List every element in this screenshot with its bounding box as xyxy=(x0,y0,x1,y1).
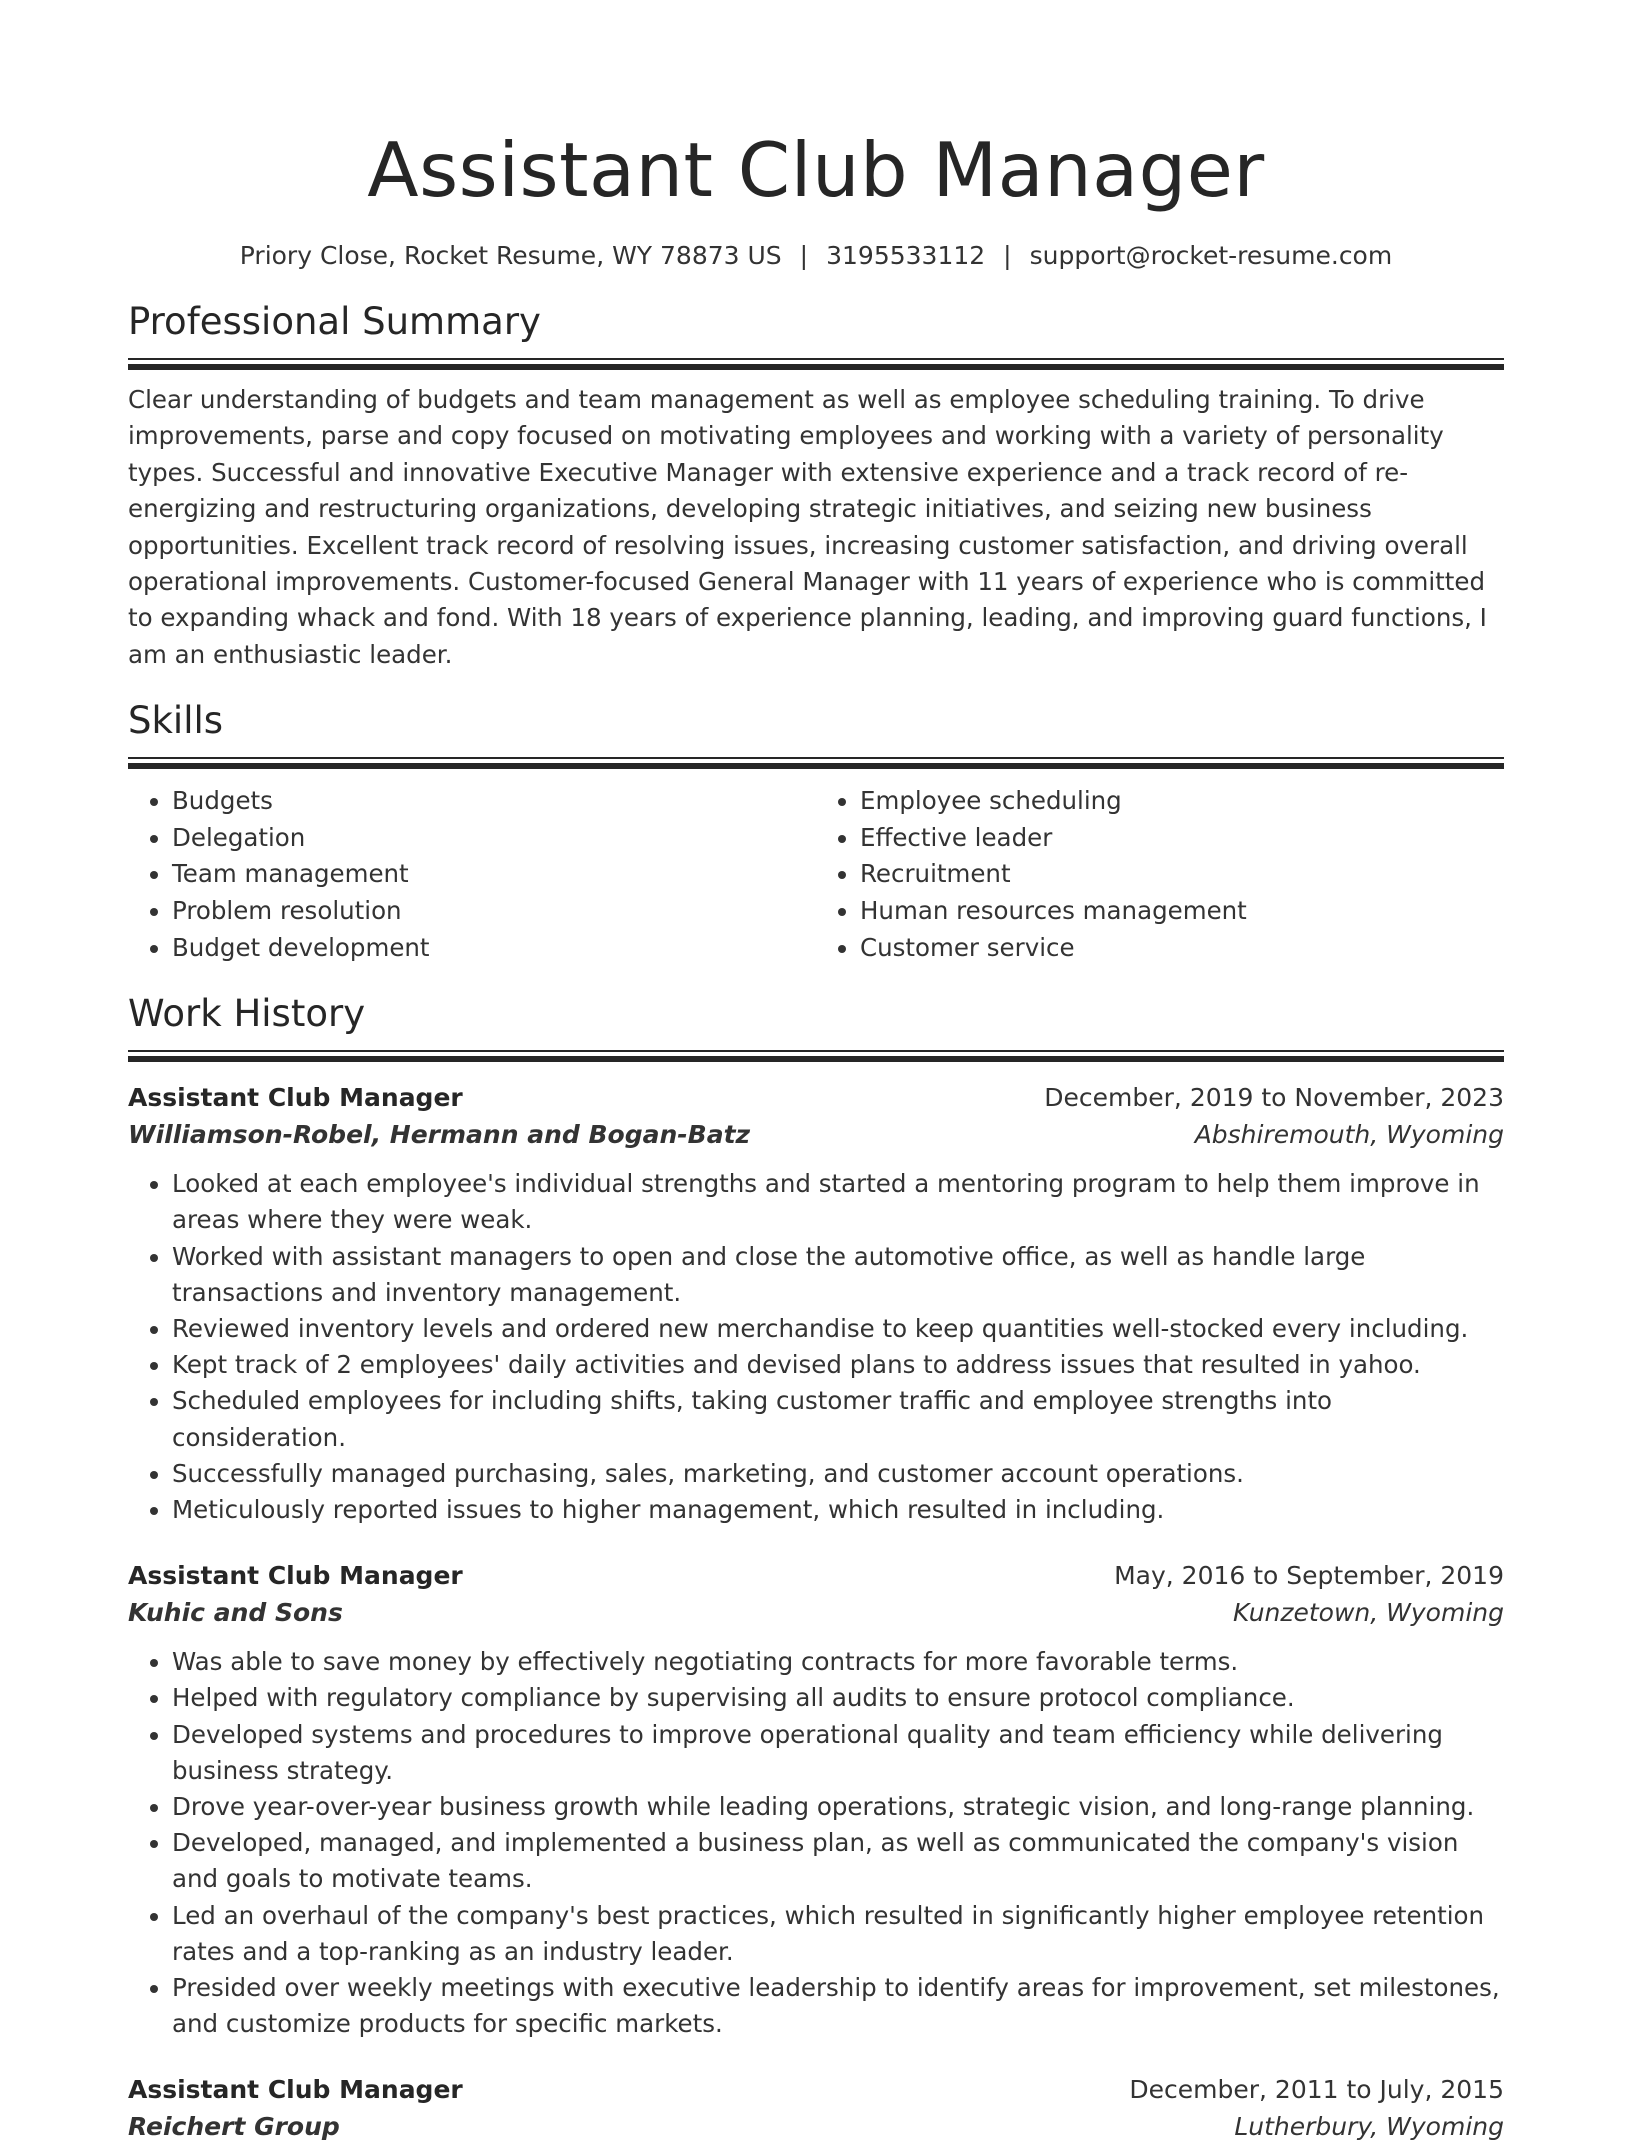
skills-list-right xyxy=(816,783,1504,966)
job-bullets xyxy=(128,1166,1504,1528)
job-title: Assistant Club Manager xyxy=(128,1083,463,1113)
job-bullets xyxy=(128,1644,1504,2042)
skills-columns xyxy=(128,783,1504,966)
job-dates: December, 2019 to November, 2023 xyxy=(1044,1083,1504,1113)
skill-item: • Recruitment xyxy=(860,856,1504,893)
job-bullet: • Helped with regulatory compliance by supervising all audits to ensure protocol compliance. xyxy=(172,1680,1504,1716)
section-title-skills: Skills xyxy=(128,699,224,743)
job-bullet: • Reviewed inventory levels and ordered new merchandise to keep quantities well-stocked every including. xyxy=(172,1311,1504,1347)
skill-item: • Problem resolution xyxy=(172,893,816,930)
job-entry xyxy=(128,2072,1504,2146)
contact-separator: | xyxy=(1003,241,1012,270)
job-bullet: • Successfully managed purchasing, sales, marketing, and customer account operations. xyxy=(172,1456,1504,1492)
job-bullet: • Developed, managed, and implemented a business plan, as well as communicated the company's vision and goals to motivate teams. xyxy=(172,1825,1504,1897)
job-company-row xyxy=(128,1594,1504,1632)
job-company: Reichert Group xyxy=(128,2112,340,2142)
skill-item: • Customer service xyxy=(860,930,1504,967)
skill-item: • Effective leader xyxy=(860,820,1504,857)
job-bullet: • Worked with assistant managers to open and close the automotive office, as well as handle large transactions and inventory management. xyxy=(172,1239,1504,1311)
job-dates: December, 2011 to July, 2015 xyxy=(1129,2075,1504,2105)
job-bullet: • Presided over weekly meetings with executive leadership to identify areas for improvement, set milestones, and customize products for specific markets. xyxy=(172,1970,1504,2042)
job-location: Kunzetown, Wyoming xyxy=(1232,1598,1504,1628)
job-header-row xyxy=(128,1558,1504,1594)
contact-address: Priory Close, Rocket Resume, WY 78873 US xyxy=(239,241,782,270)
work-history-section xyxy=(128,988,1504,2146)
job-dates: May, 2016 to September, 2019 xyxy=(1114,1561,1504,1591)
job-bullet: • Kept track of 2 employees' daily activities and devised plans to address issues that resulted in yahoo. xyxy=(172,1347,1504,1383)
contact-phone: 3195533112 xyxy=(826,241,986,270)
job-bullet: • Looked at each employee's individual strengths and started a mentoring program to help them improve in areas where they were weak. xyxy=(172,1166,1504,1238)
job-bullet: • Was able to save money by effectively negotiating contracts for more favorable terms. xyxy=(172,1644,1504,1680)
job-entry xyxy=(128,1558,1504,2042)
job-location: Lutherbury, Wyoming xyxy=(1234,2112,1504,2142)
job-company: Kuhic and Sons xyxy=(128,1598,343,1628)
job-header-row xyxy=(128,2072,1504,2108)
section-title-work-history: Work History xyxy=(128,992,366,1036)
section-title-summary: Professional Summary xyxy=(128,300,541,343)
job-header-row xyxy=(128,1080,1504,1116)
resume-page xyxy=(128,120,1504,2146)
skill-item: • Employee scheduling xyxy=(860,783,1504,820)
contact-separator: | xyxy=(799,241,809,270)
job-bullet: • Led an overhaul of the company's best practices, which resulted in significantly higher employee retention rates and a top-ranking as an industry leader. xyxy=(172,1898,1504,1970)
job-bullet: • Developed systems and procedures to improve operational quality and team efficiency while delivering business strategy. xyxy=(172,1717,1504,1789)
resume-name: Assistant Club Manager xyxy=(367,126,1265,214)
skill-item: • Delegation xyxy=(172,820,816,857)
job-company-row xyxy=(128,2108,1504,2146)
skill-item: • Human resources management xyxy=(860,893,1504,930)
skill-item: • Budget development xyxy=(172,930,816,967)
section-divider xyxy=(128,358,1504,370)
job-bullet: • Drove year-over-year business growth while leading operations, strategic vision, and long-range planning. xyxy=(172,1789,1504,1825)
skill-item: • Budgets xyxy=(172,783,816,820)
job-entry xyxy=(128,1080,1504,1528)
section-divider xyxy=(128,1050,1504,1062)
skills-section xyxy=(128,695,1504,966)
job-company-row xyxy=(128,1116,1504,1154)
job-bullet: • Meticulously reported issues to higher management, which resulted in including. xyxy=(172,1492,1504,1528)
job-company: Williamson-Robel, Hermann and Bogan-Batz xyxy=(128,1120,751,1150)
job-bullet: • Scheduled employees for including shifts, taking customer traffic and employee strengths into consideration. xyxy=(172,1383,1504,1455)
contact-email: support@rocket-resume.com xyxy=(1029,241,1393,270)
job-title: Assistant Club Manager xyxy=(128,2075,463,2105)
contact-line xyxy=(128,238,1504,274)
job-title: Assistant Club Manager xyxy=(128,1561,463,1591)
skill-item: • Team management xyxy=(172,856,816,893)
section-divider xyxy=(128,757,1504,769)
skills-list-left xyxy=(128,783,816,966)
summary-text: Clear understanding of budgets and team management as well as employee scheduling training. To drive improvements, parse and copy focused on motivating employees and working with a variety of personality types. Successful and innovative Executive Manager with extensive experience and a track record of re-energizing and restructuring organizations, developing strategic initiatives, and seizing new business opportunities. Excellent track record of resolving issues, increasing customer satisfaction, and driving overall operational improvements. Customer-focused General Manager with 11 years of experience who is committed to expanding whack and fond. With 18 years of experience planning, leading, and improving guard functions, I am an enthusiastic leader. xyxy=(128,385,1487,669)
summary-section xyxy=(128,296,1504,673)
job-location: Abshiremouth, Wyoming xyxy=(1194,1120,1504,1150)
